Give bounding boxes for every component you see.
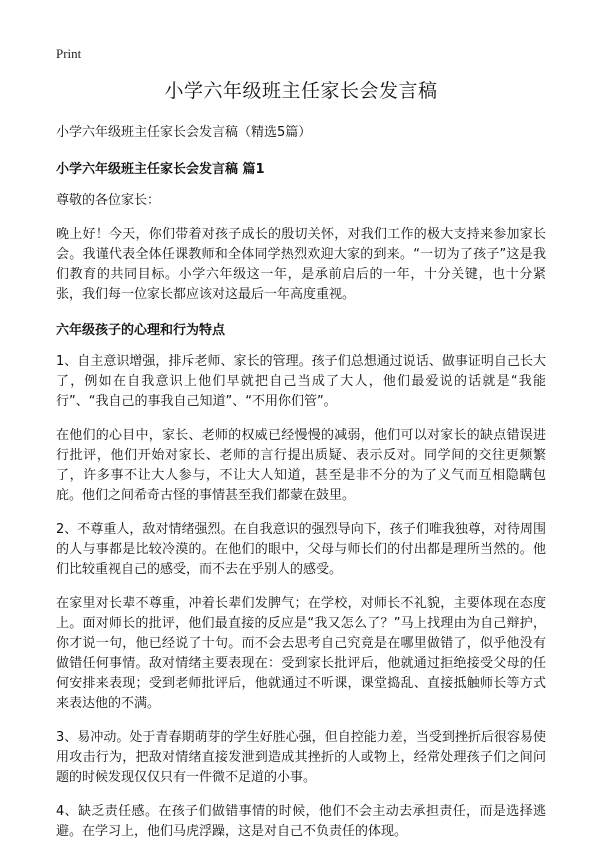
paragraph: 1、自主意识增强，排斥老师、家长的管理。孩子们总想通过说话、做事证明自己长大了，例如在自我意识上他们早就把自己当成了大人，他们最爱说的话就是“我能行”、“我自己的事我自己知道”、“不用你们管”。 [56, 354, 546, 409]
paragraph: 4、缺乏责任感。在孩子们做错事情的时候，他们不会主动去承担责任，而是选择逃避。在学习上，他们马虎浮躁，这是对自己不负责任的体现。 [56, 804, 546, 839]
print-link[interactable]: Print [56, 46, 82, 61]
paragraph: 晚上好！今天，你们带着对孩子成长的殷切关怀，对我们工作的极大支持来参加家长会。我谨代表全体任课教师和全体同学热烈欢迎大家的到来。“一切为了孩子”这是我们教育的共同目标。小学六年级这一年，是承前启后的一年，十分关键，也十分紧张，我们每一位家长都应该对这最后一年高度重视。 [56, 227, 546, 302]
page-title: 小学六年级班主任家长会发言稿 [164, 80, 438, 102]
section-heading: 六年级孩子的心理和行为特点 [56, 323, 226, 338]
document-subtitle: 小学六年级班主任家长会发言稿（精选5篇） [56, 125, 312, 140]
salutation: 尊敬的各位家长： [56, 193, 161, 208]
section-title: 小学六年级班主任家长会发言稿 篇1 [56, 162, 265, 177]
document-body [56, 76, 546, 856]
paragraph: 2、不尊重人，敌对情绪强烈。在自我意识的强烈导向下，孩子们唯我独尊，对待周围的人与事都是比较冷漠的。在他们的眼中，父母与师长们的付出都是理所当然的。他们比较重视自己的感受，而不去在乎别人的感受。 [56, 522, 546, 577]
paragraph: 在家里对长辈不尊重，冲着长辈们发脾气；在学校，对师长不礼貌，主要体现在态度上。面对师长的批评，他们最直接的反应是“我又怎么了？”马上找理由为自己辩护，你才说一句，他已经说了十句。而不会去思考自己究竟是在哪里做错了，似乎他没有做错任何事情。敌对情绪主要表现在：受到家长批评后，他就通过拒绝接受父母的任何安排来表现；受到老师批评后，他就通过不听课，课堂捣乱、直接抵触师长等方式来表达他的不满。 [56, 596, 546, 711]
paragraph: 3、易冲动。处于青春期萌芽的学生好胜心强，但自控能力差，当受到挫折后很容易使用攻击行为，把敌对情绪直接发泄到造成其挫折的人或物上，经常处理孩子们之间问题的时候发现仅仅只有一件微不足道的小事。 [56, 730, 546, 785]
paragraph: 在他们的心目中，家长、老师的权威已经慢慢的减弱，他们可以对家长的缺点错误进行批评，他们开始对家长、老师的言行提出质疑、表示反对。同学间的交往更频繁了，许多事不让大人参与，不让大人知道，甚至是非不分的为了义气而互相隐瞒包庇。他们之间希奇古怪的事情甚至我们都蒙在鼓里。 [56, 428, 546, 503]
